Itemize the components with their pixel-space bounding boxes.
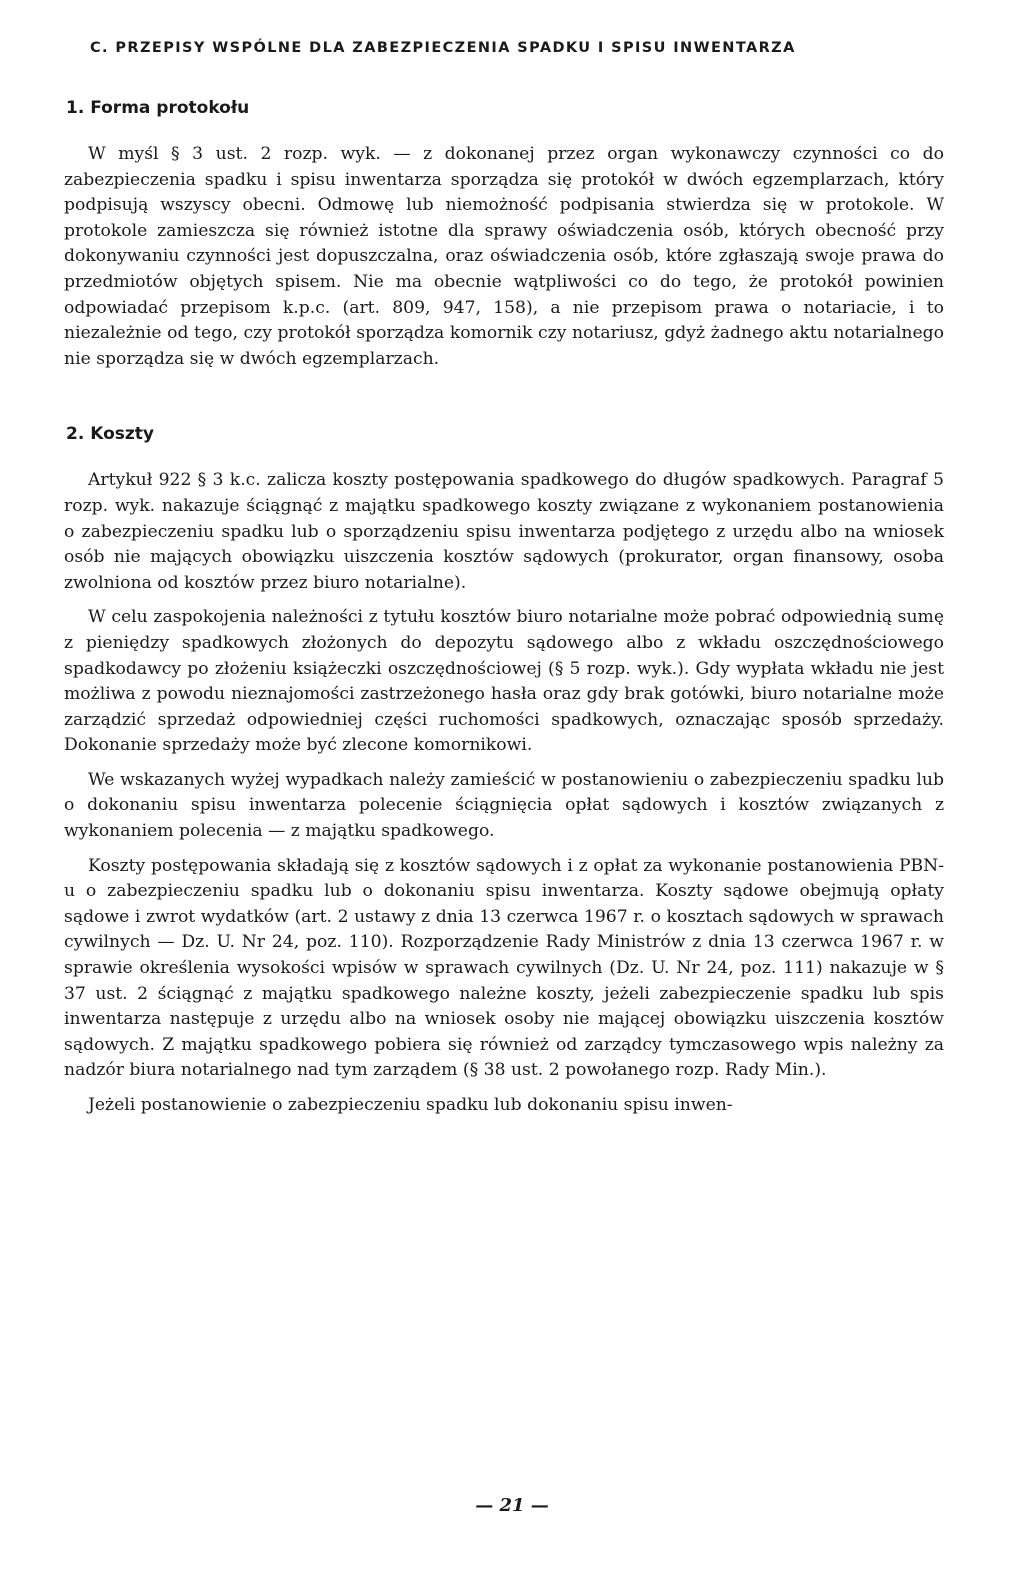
page-number: — 21 — — [475, 1495, 549, 1516]
paragraph: W celu zaspokojenia należności z tytułu kosztów biuro notarialne może pobrać odpowiednią sumę z pieniędzy spadkowych złożonych do depozytu sądowego albo z wkładu oszczędnościowego spadkodawcy po złożeniu książeczki oszczędnościowej (§ 5 rozp. wyk.). Gdy wypłata wkładu nie jest możliwa z powodu nieznajomości zastrzeżonego hasła oraz gdy brak gotówki, biuro notarialne może zarządzić sprzedaż odpowiedniej części ruchomości spadkowych, oznaczając sposób sprzedaży. Dokonanie sprzedaży może być zlecone komornikowi. — [64, 607, 944, 756]
paragraph: We wskazanych wyżej wypadkach należy zamieścić w postanowieniu o zabezpieczeniu spadku lub o dokonaniu spisu inwentarza polecenie ściągnięcia opłat sądowych i kosztów związanych z wykonaniem polecenia — z majątku spadkowego. — [64, 769, 944, 842]
section-title-koszty: 2. Koszty — [66, 424, 154, 445]
page-content — [64, 40, 944, 1119]
paragraph: Koszty postępowania składają się z kosztów sądowych i z opłat za wykonanie postanowienia PBN-u o zabezpieczeniu spadku lub o dokonaniu spisu inwentarza. Koszty sądowe obejmują opłaty sądowe i zwrot wydatków (art. 2 ustawy z dnia 13 czerwca 1967 r. o kosztach sądowych w sprawach cywilnych — Dz. U. Nr 24, poz. 110). Rozporządzenie Rady Ministrów z dnia 13 czerwca 1967 r. w sprawie określenia wysokości wpisów w sprawach cywilnych (Dz. U. Nr 24, poz. 111) nakazuje w § 37 ust. 2 ściągnąć z majątku spadkowego należne koszty, jeżeli zabezpieczenie spadku lub spis inwentarza następuje z urzędu albo na wniosek osoby nie mającej obowiązku uiszczenia kosztów sądowych. Z majątku spadkowego pobiera się również od zarządcy tymczasowego wpis należny za nadzór biura notarialnego nad tym zarządem (§ 38 ust. 2 powołanego rozp. Rady Min.). — [64, 855, 944, 1081]
running-title: C. PRZEPISY WSPÓLNE DLA ZABEZPIECZENIA SPADKU I SPISU INWENTARZA — [90, 40, 796, 56]
paragraph-continued: Jeżeli postanowienie o zabezpieczeniu spadku lub dokonaniu spisu inwen- — [88, 1095, 733, 1115]
section-title-forma-protokolu: 1. Forma protokołu — [66, 98, 250, 118]
paragraph: W myśl § 3 ust. 2 rozp. wyk. — z dokonanej przez organ wykonawczy czynności co do zabezpieczenia spadku i spisu inwentarza sporządza się protokół w dwóch egzemplarzach, który podpisują wszyscy obecni. Odmowę lub niemożność podpisania stwierdza się w protokole. W protokole zamieszcza się również istotne dla sprawy oświadczenia osób, których obecność przy dokonywaniu czynności jest dopuszczalna, oraz oświadczenia osób, które zgłaszają swoje prawa do przedmiotów objętych spisem. Nie ma obecnie wątpliwości co do tego, że protokół powinien odpowiadać przepisom k.p.c. (art. 809, 947, 158), a nie przepisom prawa o notariacie, i to niezależnie od tego, czy protokół sporządza komornik czy notariusz, gdyż żadnego aktu notarialnego nie sporządza się w dwóch egzemplarzach. — [64, 144, 944, 369]
paragraph: Artykuł 922 § 3 k.c. zalicza koszty postępowania spadkowego do długów spadkowych. Paragraf 5 rozp. wyk. nakazuje ściągnąć z majątku spadkowego koszty związane z wykonaniem postanowienia o zabezpieczeniu spadku lub o sporządzeniu spisu inwentarza podjętego z urzędu albo na wniosek osób nie mających obowiązku uiszczenia kosztów sądowych (prokurator, organ finansowy, osoba zwolniona od kosztów przez biuro notarialne). — [64, 470, 944, 593]
